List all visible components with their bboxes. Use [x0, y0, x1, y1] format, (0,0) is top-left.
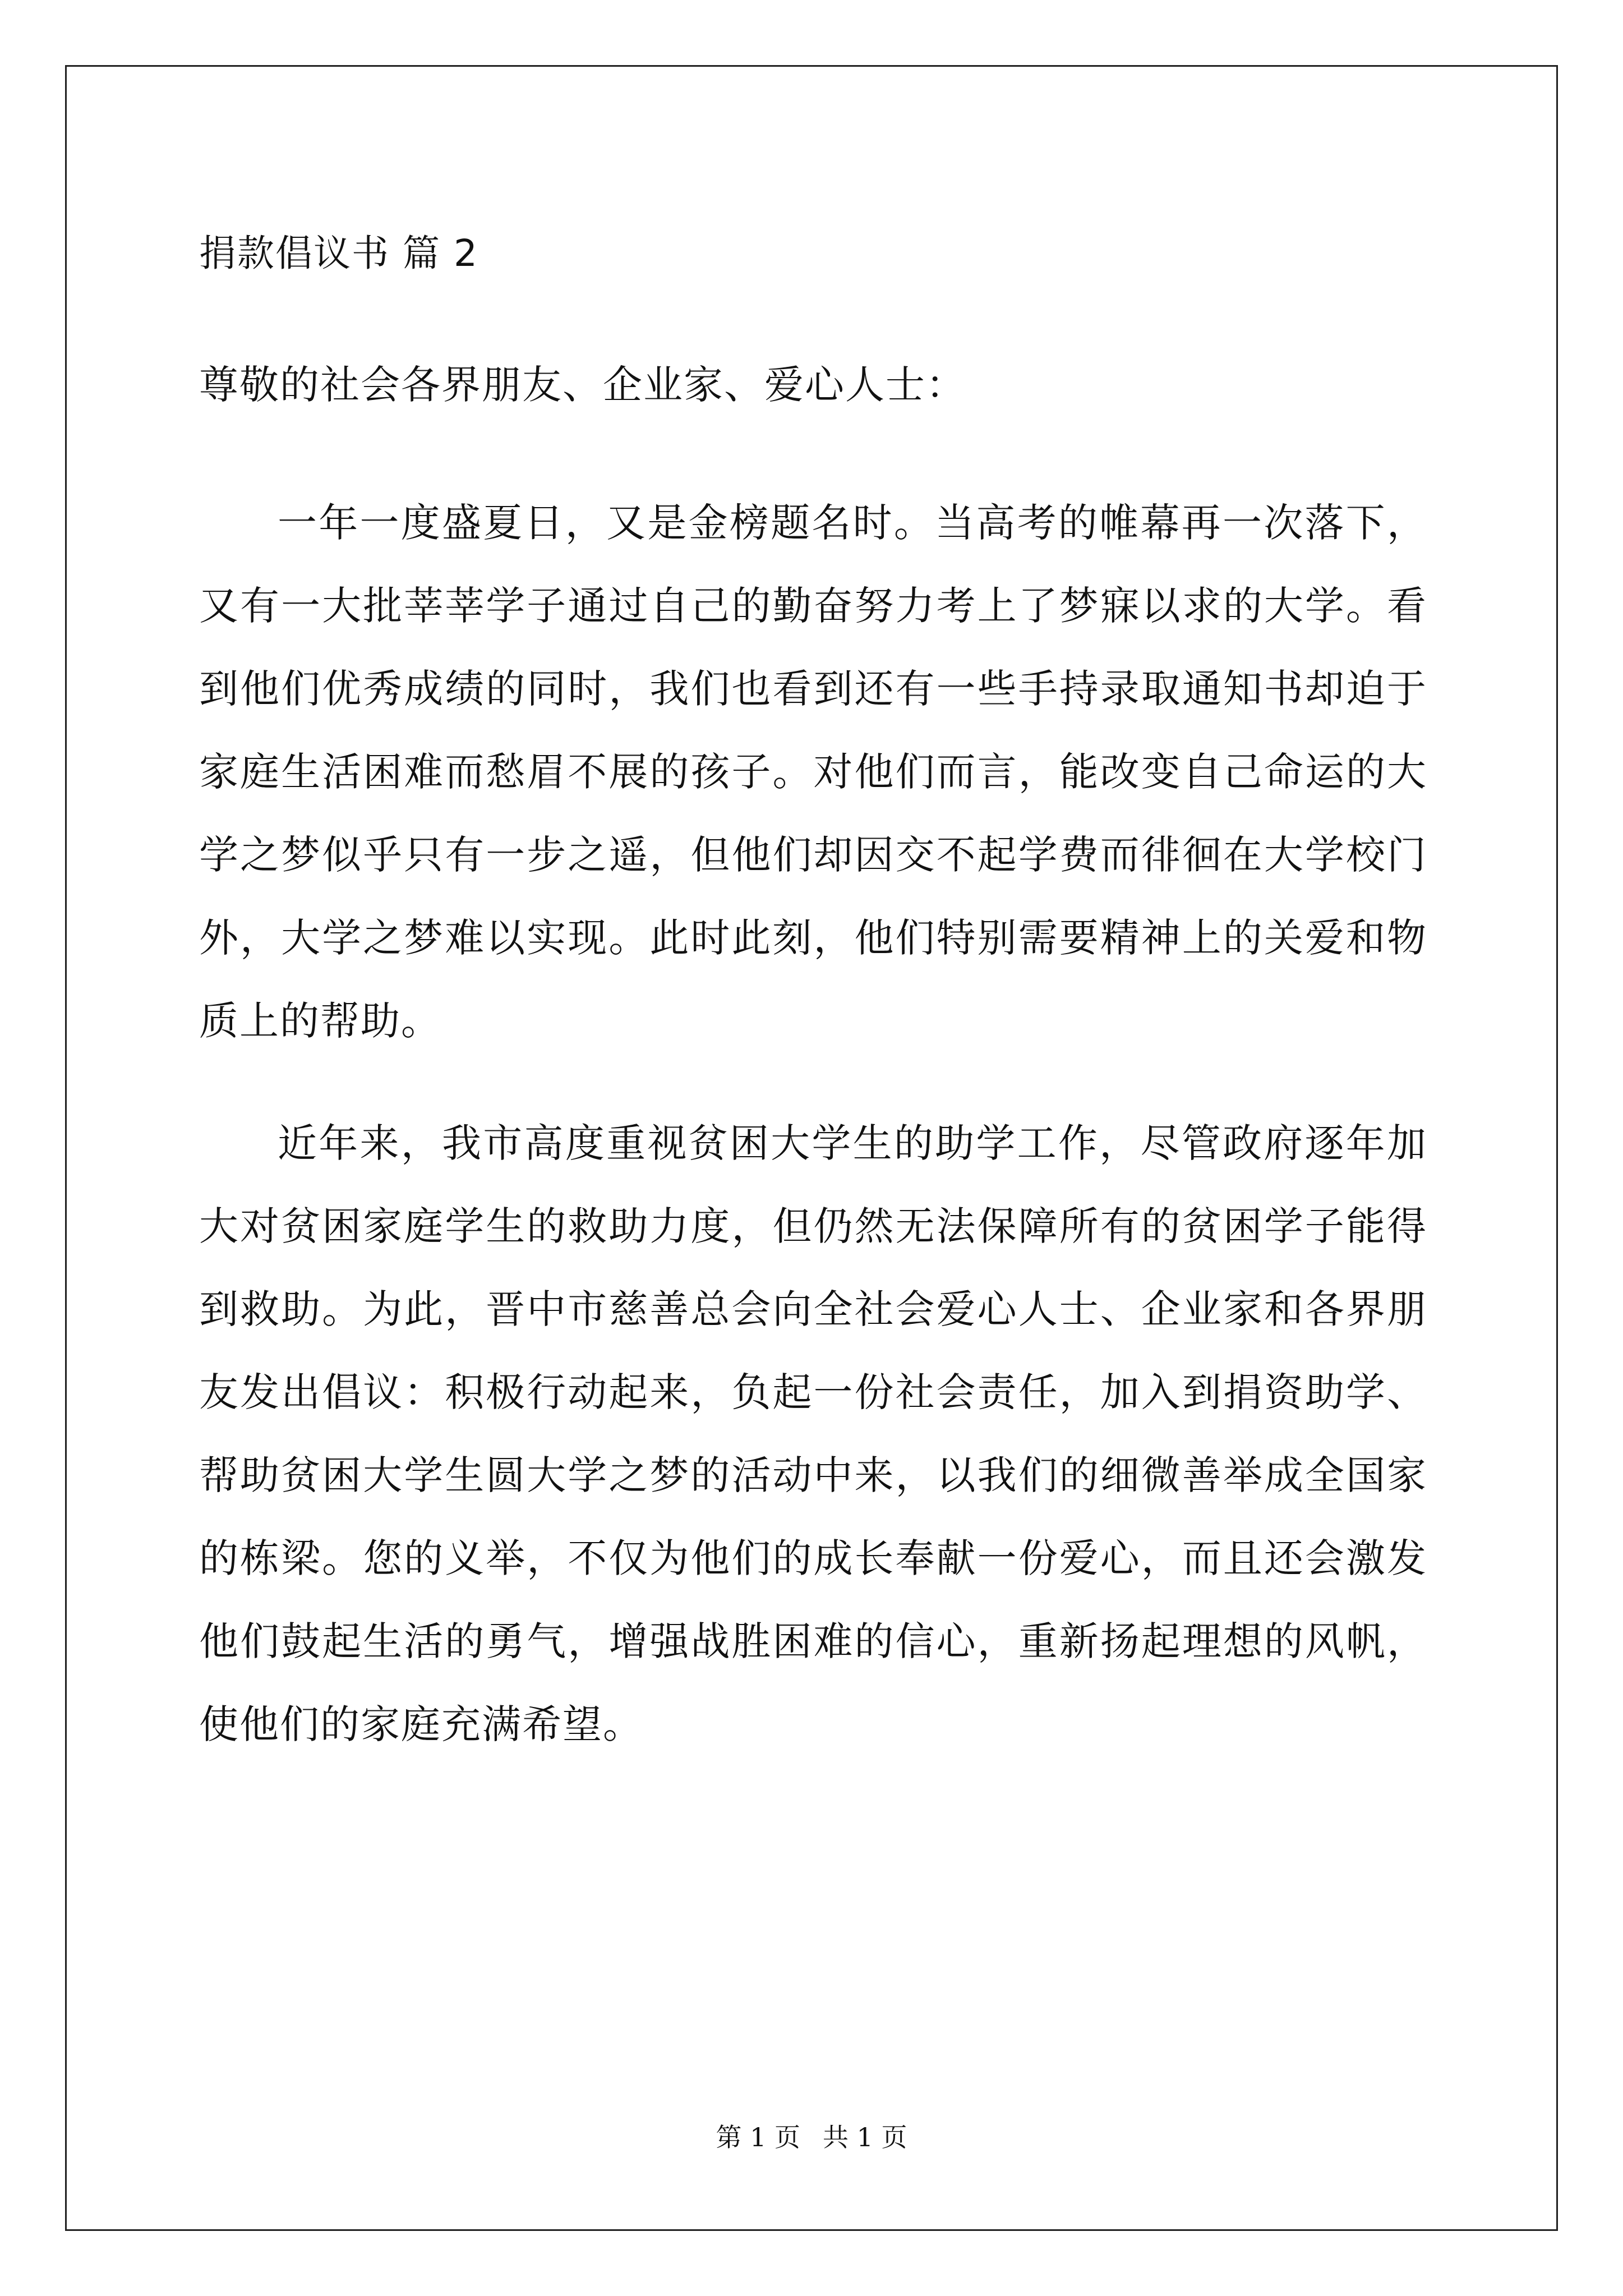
page-number: 第 1 页	[716, 2122, 800, 2152]
page-footer	[0, 2120, 1623, 2154]
page-total: 共 1 页	[823, 2122, 907, 2152]
salutation: 尊敬的社会各界朋友、企业家、爱心人士：	[199, 362, 966, 408]
paragraph-1: 一年一度盛夏日，又是金榜题名时。当高考的帷幕再一次落下，又有一大批莘莘学子通过自己的勤奋努力考上了梦寐以求的大学。看到他们优秀成绩的同时，我们也看到还有一些手持录取通知书却迫于家庭生活困难而愁眉不展的孩子。对他们而言，能改变自己命运的大学之梦似乎只有一步之遥，但他们却因交不起学费而徘徊在大学校门外，大学之梦难以实现。此时此刻，他们特别需要精神上的关爱和物质上的帮助。	[199, 500, 1427, 1044]
document-title: 捐款倡议书 篇 2	[199, 232, 478, 275]
document-body	[199, 219, 1427, 1805]
paragraph-2: 近年来，我市高度重视贫困大学生的助学工作，尽管政府逐年加大对贫困家庭学生的救助力度，但仍然无法保障所有的贫困学子能得到救助。为此，晋中市慈善总会向全社会爱心人士、企业家和各界朋友发出倡议：积极行动起来，负起一份社会责任，加入到捐资助学、帮助贫困大学生圆大学之梦的活动中来，以我们的细微善举成全国家的栋梁。您的义举，不仅为他们的成长奉献一份爱心，而且还会激发他们鼓起生活的勇气，增强战胜困难的信心，重新扬起理想的风帆，使他们的家庭充满希望。	[199, 1120, 1427, 1747]
